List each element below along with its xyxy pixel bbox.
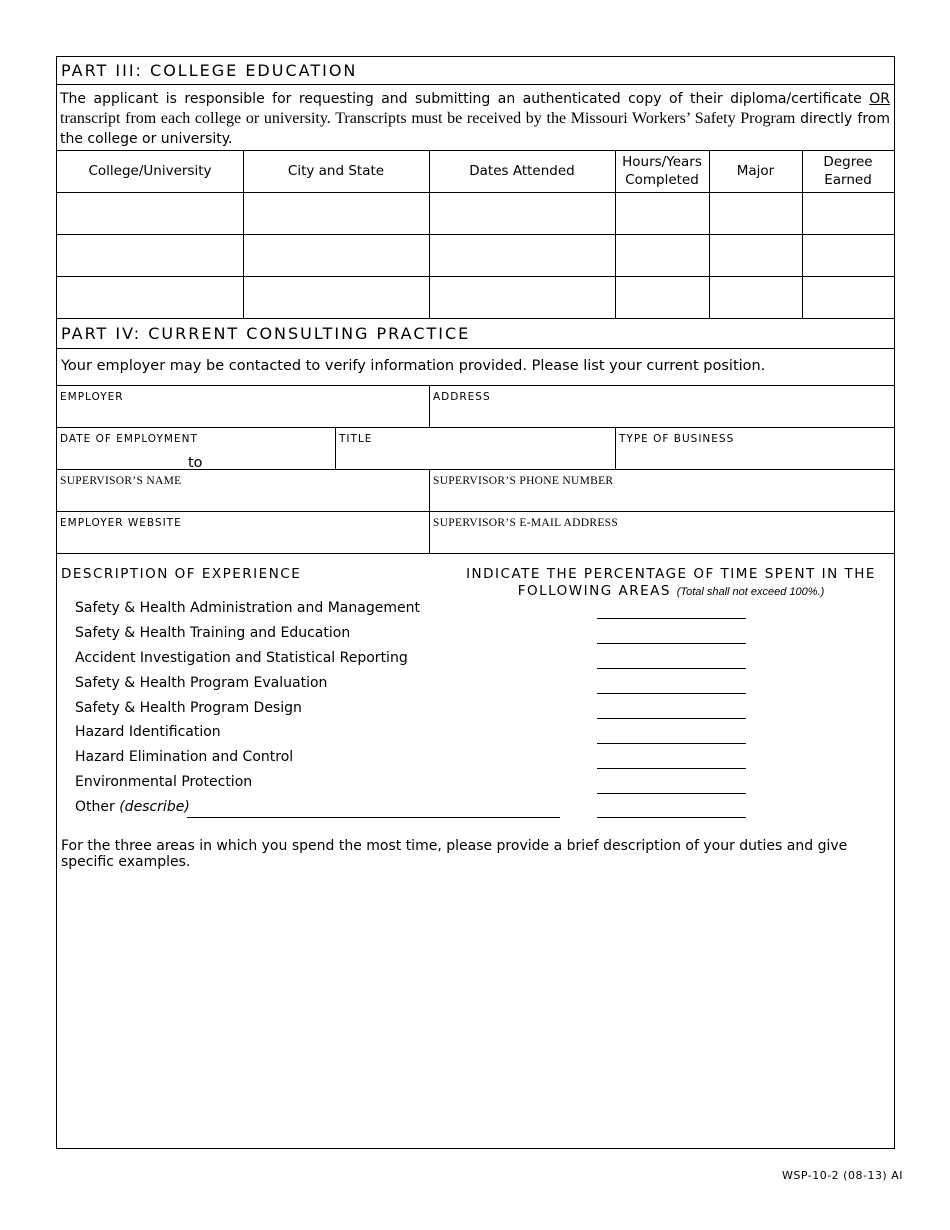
education-table [57, 151, 894, 319]
education-row-3[interactable] [57, 276, 894, 318]
intro-line-3: directly from the college or university. [60, 111, 891, 147]
address-label: ADDRESS [433, 391, 491, 403]
part4-note-row [57, 349, 894, 386]
area-item: Safety & Health Program Design [75, 700, 302, 716]
other-label: Other [75, 799, 115, 815]
supervisor-email-label: SUPERVISOR’S E-MAIL ADDRESS [433, 517, 619, 529]
education-row-2[interactable] [57, 234, 894, 276]
education-row-1[interactable] [57, 192, 894, 234]
area-item: Safety & Health Program Evaluation [75, 675, 328, 691]
col-college: College/University [88, 163, 212, 179]
area-percent-field[interactable] [597, 768, 746, 769]
area-item-other [75, 799, 190, 815]
intro-line-2: transcript from each college or university. Transcripts must be received by the Missouri Workers’ Safety Program [60, 110, 801, 127]
col-degree: Degree Earned [823, 154, 873, 188]
other-hint: (describe) [119, 799, 190, 815]
area-item: Safety & Health Training and Education [75, 625, 351, 641]
area-percent-field[interactable] [597, 618, 746, 619]
title-label: TITLE [339, 433, 373, 445]
date-of-employment-field[interactable] [57, 428, 335, 469]
area-item: Hazard Identification [75, 724, 221, 740]
area-percent-field[interactable] [597, 793, 746, 794]
employment-row [57, 428, 894, 470]
form-code: WSP-10-2 (08-13) AI [782, 1169, 903, 1182]
area-percent-field[interactable] [597, 817, 746, 818]
employer-row [57, 386, 894, 428]
title-field[interactable] [335, 428, 615, 469]
experience-instruction: For the three areas in which you spend the most time, please provide a brief description of your duties and give specific examples. [61, 838, 848, 870]
col-dates: Dates Attended [469, 163, 575, 179]
part3-title: PART III: COLLEGE EDUCATION [61, 61, 358, 80]
part3-intro-text [60, 89, 890, 149]
employer-website-label: EMPLOYER WEBSITE [60, 517, 182, 529]
type-of-business-field[interactable] [615, 428, 894, 469]
intro-or: OR [869, 91, 890, 107]
col-city-state: City and State [287, 163, 385, 179]
area-percent-field[interactable] [597, 643, 746, 644]
supervisor-row [57, 470, 894, 512]
supervisor-phone-label: SUPERVISOR’S PHONE NUMBER [433, 475, 614, 487]
part4-note: Your employer may be contacted to verify information provided. Please list your current position. [61, 358, 766, 374]
experience-section [57, 554, 894, 1148]
part4-header [57, 319, 894, 349]
part3-header [57, 57, 894, 85]
percentage-note: (Total shall not exceed 100%.) [676, 586, 825, 598]
address-field[interactable] [429, 386, 894, 427]
part4-title: PART IV: CURRENT CONSULTING PRACTICE [61, 324, 471, 343]
experience-description-area[interactable] [57, 864, 894, 1146]
area-percent-field[interactable] [597, 743, 746, 744]
employer-website-field[interactable] [57, 512, 429, 553]
intro-line-1: The applicant is responsible for requesting and submitting an authenticated copy of their diploma/certificate [60, 91, 870, 107]
other-describe-field[interactable] [187, 817, 560, 818]
area-item: Safety & Health Administration and Management [75, 600, 420, 616]
supervisor-name-label: SUPERVISOR’S NAME [60, 475, 182, 487]
date-of-employment-label: DATE OF EMPLOYMENT [60, 433, 198, 445]
part3-intro [57, 85, 894, 151]
area-percent-field[interactable] [597, 693, 746, 694]
area-item: Accident Investigation and Statistical Reporting [75, 650, 408, 666]
experience-title: DESCRIPTION OF EXPERIENCE [61, 566, 302, 582]
col-major: Major [736, 163, 775, 179]
supervisor-phone-field[interactable] [429, 470, 894, 511]
supervisor-email-field[interactable] [429, 512, 894, 553]
col-hours: Hours/Years Completed [622, 154, 702, 188]
application-form [56, 56, 895, 1149]
type-of-business-label: TYPE OF BUSINESS [619, 433, 735, 445]
employer-field[interactable] [57, 386, 429, 427]
percentage-title-line-1: INDICATE THE PERCENTAGE OF TIME SPENT IN THE [466, 566, 876, 582]
area-percent-field[interactable] [597, 718, 746, 719]
area-item: Environmental Protection [75, 774, 253, 790]
percentage-title-line-2: FOLLOWING AREAS [517, 583, 671, 599]
percentage-title [457, 566, 885, 601]
area-percent-field[interactable] [597, 668, 746, 669]
website-row [57, 512, 894, 554]
date-to-label: to [188, 455, 203, 471]
area-item: Hazard Elimination and Control [75, 749, 294, 765]
supervisor-name-field[interactable] [57, 470, 429, 511]
employer-label: EMPLOYER [60, 391, 124, 403]
